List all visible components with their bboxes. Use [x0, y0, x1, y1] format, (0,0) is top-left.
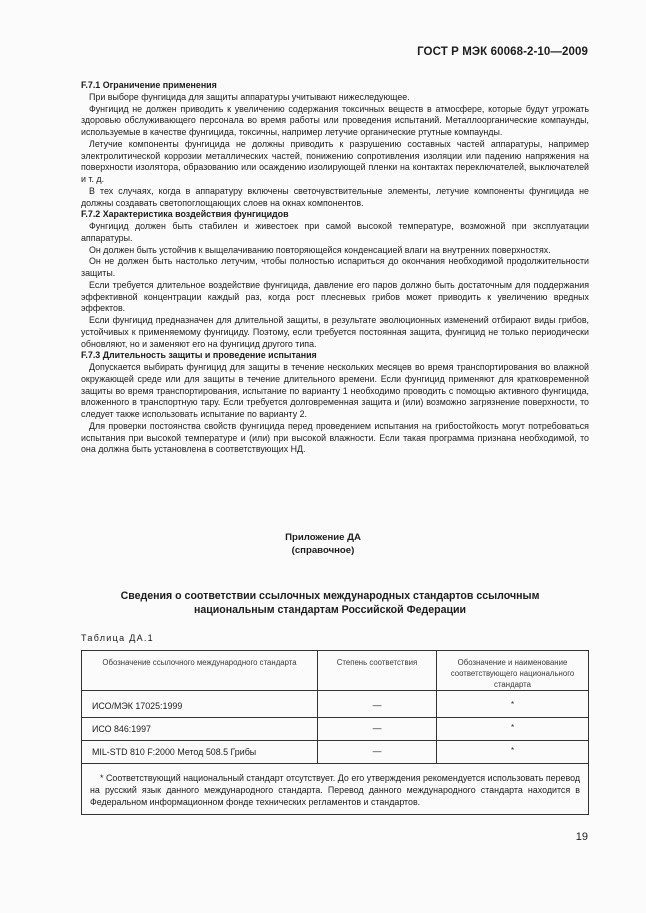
paragraph: Фунгицид должен быть стабилен и живестоек при самой высокой температуре, возможной при эксплуатации аппаратуры. [81, 221, 589, 243]
cell-degree: — [318, 718, 437, 741]
header-international-standard: Обозначение ссылочного международного стандарта [82, 651, 318, 691]
header-national-standard: Обозначение и наименование соответствующего национального стандарта [437, 651, 589, 691]
section-heading: F.7.3 Длительность защиты и проведение испытания [81, 350, 317, 361]
paragraph: Он не должен быть настолько летучим, чтобы полностью испариться до окончания необходимой продолжительности защиты. [81, 256, 589, 278]
paragraph: Если требуется длительное воздействие фунгицида, давление его паров должно быть достаточным для поддержания эффективной концентрации каждый раз, когда рост плесневых грибов может приводить к увеличению вредных эффектов. [81, 279, 589, 314]
appendix-heading-line2: национальным стандартам Российской Федерации [193, 603, 467, 616]
paragraph: Летучие компоненты фунгицида не должны приводить к разрушению составных частей аппаратуры, например электролитической коррозии металлических частей, понижению сопротивления изоляции или падению напряжения на поверхности изолятора, образованию или осаждению изолирующей пленки на контактах переключателей, выключателей и т. д. [81, 138, 589, 184]
cell-national: * [437, 718, 589, 741]
page-number: 19 [575, 831, 588, 843]
appendix-title [0, 531, 646, 557]
cell-degree: — [318, 691, 437, 718]
table-row [82, 741, 589, 764]
cell-standard: ИСО/МЭК 17025:1999 [82, 691, 318, 718]
section-heading: F.7.2 Характеристика воздействия фунгицидов [81, 209, 289, 220]
cell-standard: ИСО 846:1997 [82, 718, 318, 741]
table-row [82, 691, 589, 718]
section-heading: F.7.1 Ограничение применения [81, 80, 217, 90]
table-row [82, 718, 589, 741]
cell-degree: — [318, 741, 437, 764]
header-degree: Степень соответствия [318, 651, 437, 691]
appendix-heading-line1: Сведения о соответствии ссылочных международных стандартов ссылочным [120, 590, 540, 602]
cell-national: * [437, 691, 589, 718]
paragraph: Для проверки постоянства свойств фунгицида перед проведением испытания на грибостойкость могут потребоваться испытания при высокой температуре и (или) при высокой влажности. Если такая программа признана необходимой, то она должна быть установлена в соответствующих НД. [81, 420, 589, 455]
appendix-name: Приложение ДА [285, 532, 361, 543]
standards-table [81, 650, 589, 815]
table-footnote-row [82, 764, 589, 815]
table-header-row [82, 651, 589, 691]
cell-standard: MIL-STD 810 F:2000 Метод 508.5 Грибы [82, 741, 318, 764]
paragraph: В тех случаях, когда в аппаратуру включены светочувствительные элементы, летучие компоненты фунгицида не должны создавать светопоглощающих слоев на окнах компонентов. [81, 185, 589, 208]
appendix-status: (справочное) [291, 545, 355, 556]
paragraph: Фунгицид не должен приводить к увеличению содержания токсичных веществ в атмосфере, которые будут угрожать здоровью обслуживающего персонала во время работы или проведения испытаний. Металлоорганические компаунды, используемые в качестве фунгицида, токсичны, например летучие органические ртутные компаунды. [81, 103, 589, 137]
body-text [81, 80, 589, 456]
paragraph: Он должен быть устойчив к выщелачиванию повторяющейся конденсацией влаги на внутренних поверхностях. [89, 244, 551, 255]
paragraph: Допускается выбирать фунгицид для защиты в течение нескольких месяцев во время транспортирования во влажной окружающей среде или для защиты в течение длительного времени. Если фунгицид применяют для кратковременной защиты во время транспортирования, испытание по варианту 1 необходимо проводить с помощью активного фунгицида, вложенного в транспортную тару. Если требуется долговременная защита и (или) возможно загрязнение поверхности, то следует также использовать испытание по варианту 2. [81, 362, 589, 419]
table-label: Таблица ДА.1 [81, 633, 154, 643]
gost-header: ГОСТ Р МЭК 60068-2-10—2009 [417, 46, 588, 58]
cell-national: * [437, 741, 589, 764]
table-footnote: * Соответствующий национальный стандарт отсутствует. До его утверждения рекомендуется использовать перевод на русский язык данного международного стандарта. Перевод данного международного стандарта находится в Федеральном информационном фонде технических регламентов и стандартов. [82, 764, 589, 815]
appendix-heading [60, 590, 600, 617]
paragraph: Если фунгицид предназначен для длительной защиты, в результате эволюционных изменений отбирают виды грибов, устойчивых к применяемому фунгициду. Поэтому, если требуется постоянная защита, фунгицид не только периодически обновляют, но и заменяют его на фунгицид другого типа. [81, 315, 589, 349]
paragraph: При выборе фунгицида для защиты аппаратуры учитывают нижеследующее. [89, 91, 410, 102]
